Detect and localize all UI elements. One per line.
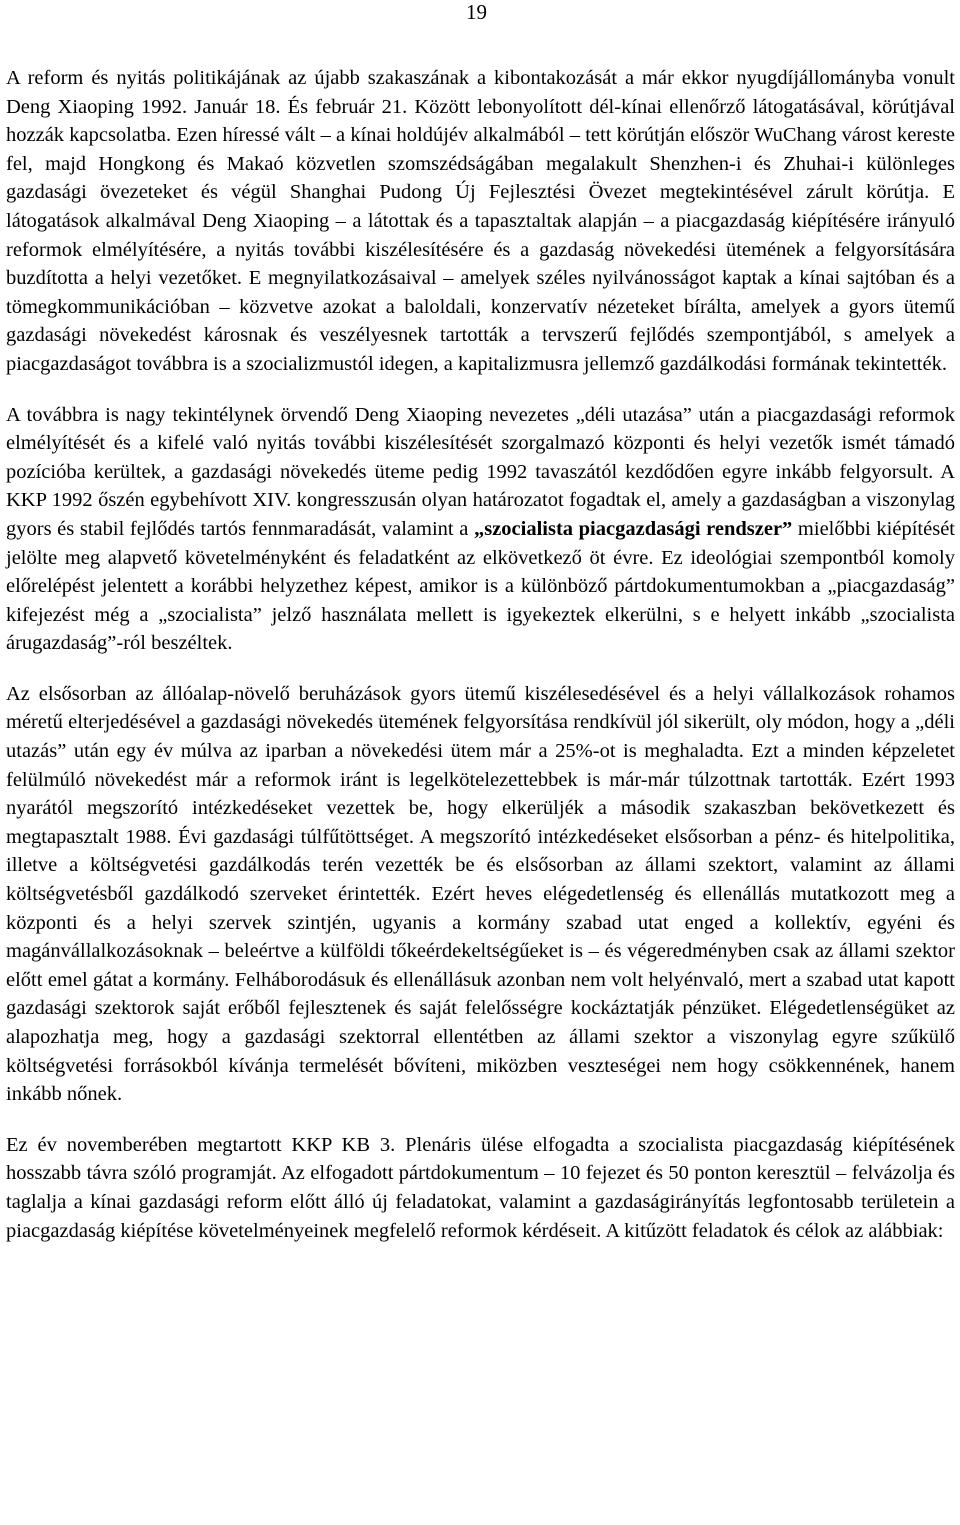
paragraph-4: Ez év novemberében megtartott KKP KB 3. Plenáris ülése elfogadta a szocialista piacgazdaság kiépítésének hosszabb távra szóló programját. Az elfogadott pártdokumentum – 10 fejezet és 50 ponton keresztül – felvázolja és taglalja a kínai gazdasági reform előtt álló új feladatokat, valamint a gazdaságirányítás legfontosabb területein a piacgazdaság kiépítése követelményeinek megfelelő reformok kérdéseit. A kitűzött feladatok és célok az alábbiak: bbox=[6, 1133, 955, 1242]
emphasized-term: „szocialista piacgazdasági rendszer” bbox=[473, 517, 793, 540]
paragraph-3: Az elsősorban az állóalap-növelő beruházások gyors ütemű kiszélesedésével és a helyi vállalkozások rohamos méretű elterjedésével a gazdasági növekedés ütemének felgyorsítása rendkívül jól sikerült, oly módon, hogy a „déli utazás” után egy év múlva az iparban a növekedési ütem már a 25%-ot is meghaladta. Ezt a minden képzeletet felülmúló növekedést már a reformok iránt is legelkötelezettebbek is már-már túlzottnak tartották. Ezért 1993 nyarától megszorító intézkedéseket vezettek be, hogy elkerüljék a második szakaszban bekövetkezett és megtapasztalt 1988. Évi gazdasági túlfűtöttséget. A megszorító intézkedéseket elsősorban a pénz- és hitelpolitika, illetve a költségvetési gazdálkodás terén vezették be és elsősorban az állami szektort, valamint az állami költségvetésből gazdálkodó szerveket érintették. Ezért heves elégedetlenség és ellenállás mutatkozott meg a központi és a helyi szervek szintjén, ugyanis a kormány szabad utat enged a kollektív, egyéni és magánvállalkozásoknak – beleértve a külföldi tőkeérdekeltségűeket is – és végeredményben csak az állami szektor előtt emel gátat a kormány. Felháborodásuk és ellenállásuk azonban nem volt helyénvaló, mert a szabad utat kapott gazdasági szektorok saját erőből fejlesztenek és saját felelősségre kockáztatják pénzüket. Elégedetlenségüket az alapozhatja meg, hogy a gazdasági szektorral ellentétben az állami szektor a viszonylag egyre szűkülő költségvetési forrásokból kívánja termelését bővíteni, miközben veszteségei nem hogy csökkennének, hanem inkább nőnek. bbox=[6, 682, 955, 1106]
paragraph-2-text-start: A továbbra is nagy tekintélynek örvendő Deng Xiaoping nevezetes „déli utazása” után a piacgazdasági reformok elmélyítését és a kifelé való nyitás további kiszélesítését szorgalmazó központi és helyi vezetők ismét támadó pozícióba kerültek, a gazdasági növekedés üteme pedig 1992 tavaszától kezdődően egyre inkább felgyorsult. A KKP 1992 őszén egybehívott XIV. kongresszusán olyan határozatot fogadtak el, amely a gazdaságban a viszonylag gyors és stabil fejlődés tartós fennmaradását, valamint a bbox=[6, 403, 955, 540]
paragraph-2-text-end: mielőbbi kiépítését jelölte meg alapvető követelményként és feladatként az elkövetkező öt évre. Ez ideológiai szempontból komoly előrelépést jelentett a korábbi helyzethez képest, amikor is a különböző pártdokumentumokban a „piacgazdaság” kifejezést még a „szocialista” jelző használata mellett is igyekeztek elkerülni, s e helyett inkább „szocialista árugazdaság”-ról beszéltek. bbox=[6, 517, 955, 655]
page-number: 19 bbox=[466, 0, 487, 24]
paragraph-1: A reform és nyitás politikájának az újabb szakaszának a kibontakozását a már ekkor nyugdíjállományba vonult Deng Xiaoping 1992. Január 18. És február 21. Között lebonyolított dél-kínai ellenőrző látogatásával, körútjával hozzák kapcsolatba. Ezen híressé vált – a kínai holdújév alkalmából – tett körútján először WuChang várost kereste fel, majd Hongkong és Makaó közvetlen szomszédságában megalakult Shenzhen-i és Zhuhai-i különleges gazdasági övezeteket és végül Shanghai Pudong Új Fejlesztési Övezet megtekintésével zárult körútja. E látogatások alkalmával Deng Xiaoping – a látottak és a tapasztaltak alapján – a piacgazdaság kiépítésére irányuló reformok elmélyítésére, a nyitás további kiszélesítésére és a gazdaság növekedési ütemének a felgyorsítására buzdította a helyi vezetőket. E megnyilatkozásaival – amelyek széles nyilvánosságot kaptak a kínai sajtóban és a tömegkommunikációban – közvetve azokat a baloldali, konzervatív nézeteket bírálta, amelyek a gyors ütemű gazdasági növekedést károsnak és veszélyesnek tartották a tervszerű fejlődés szempontjából, s amelyek a piacgazdaságot továbbra is a szocializmustól idegen, a kapitalizmusra jellemző gazdálkodási formának tekintették. bbox=[6, 67, 955, 375]
paragraph-2 bbox=[6, 401, 955, 658]
document-body bbox=[6, 64, 955, 1267]
